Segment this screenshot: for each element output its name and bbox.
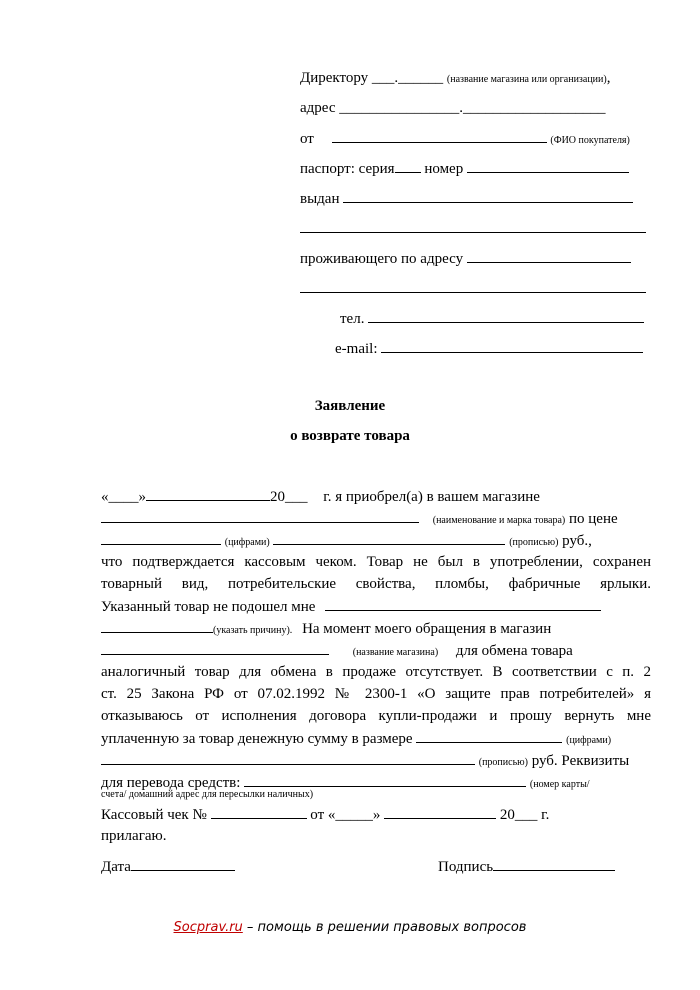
document-subtitle: о возврате товара	[290, 428, 410, 444]
body-line-9: аналогичный товар для обмена в продаже отсутствует. В соответствии с п. 2	[101, 664, 651, 680]
header-issued-line	[300, 188, 652, 209]
body-line-4: что подтверждается кассовым чеком. Товар не был в употреблении, сохранен	[101, 554, 651, 570]
footer-link[interactable]: Socprav.ru	[173, 920, 243, 935]
header-director-line	[300, 68, 652, 90]
header-issued-line-2	[300, 218, 652, 239]
product-name-blank	[101, 508, 419, 523]
shop-name-blank	[101, 640, 329, 655]
receipt-year: 20___ г.	[499, 807, 550, 823]
body-line-10: ст. 25 Закона РФ от 07.02.1992 № 2300-1 «О защите прав потребителей» я	[101, 686, 651, 702]
body-line-7	[101, 618, 651, 641]
header-residing-line	[300, 248, 652, 269]
header-from-line	[300, 128, 652, 151]
director-hint: (название магазина или организации)	[446, 74, 607, 85]
fio-blank	[332, 128, 547, 143]
body-line-13	[101, 750, 651, 773]
date-label: Дата	[101, 859, 131, 875]
exchange-text: для обмена товара	[455, 643, 573, 659]
price-words-blank	[273, 530, 505, 545]
refund-words-blank	[101, 750, 475, 765]
issued-label: выдан	[300, 191, 340, 207]
residing-blank	[467, 248, 631, 263]
price-label: по цене	[569, 511, 618, 527]
passport-number-label: номер	[424, 161, 464, 177]
purchase-year: 20___	[270, 489, 308, 505]
fio-hint: (ФИО покупателя)	[550, 135, 630, 146]
header-phone-line	[340, 308, 652, 329]
email-blank	[381, 338, 643, 353]
phone-blank	[368, 308, 644, 323]
passport-number-blank	[467, 158, 629, 173]
receipt-month-blank	[384, 804, 496, 819]
purchase-day: «____»	[101, 489, 146, 505]
reason-hint: (указать причину).	[213, 625, 293, 636]
address-label: адрес	[300, 100, 336, 116]
body-line-11: отказываюсь от исполнения договора купли-продажи и прошу вернуть мне	[101, 708, 651, 724]
purchase-text: г. я приобрел(а) в вашем магазине	[323, 489, 540, 505]
signature-label: Подпись	[438, 859, 494, 875]
body-line-3	[101, 530, 651, 553]
receipt-number-blank	[211, 804, 307, 819]
date-blank	[131, 856, 235, 871]
appeal-text: На момент моего обращения в магазин	[302, 621, 552, 637]
body-line-15: счета/ домашний адрес для пересылки наличных)	[101, 789, 314, 800]
card-number-hint: (номер карты/	[529, 779, 590, 790]
passport-series-blank	[395, 158, 421, 173]
header-residing-line-2	[300, 278, 652, 299]
issued-blank	[343, 188, 633, 203]
product-name-hint: (наименование и марка товара)	[432, 515, 566, 526]
from-label: от	[300, 131, 314, 147]
document-title: Заявление	[314, 398, 386, 414]
residing-label: проживающего по адресу	[300, 251, 464, 267]
purchase-month-blank	[146, 486, 270, 501]
refund-words-hint: (прописью)	[478, 757, 528, 768]
email-label: e-mail:	[335, 341, 378, 357]
signature-blank	[493, 856, 615, 871]
requisites-label: руб. Реквизиты	[531, 753, 630, 769]
transfer-text: для перевода средств:	[101, 775, 241, 791]
price-digits-hint: (цифрами)	[224, 537, 270, 548]
body-line-8	[101, 640, 651, 663]
phone-label: тел.	[340, 311, 365, 327]
footer	[0, 920, 700, 935]
attach-line: прилагаю.	[101, 828, 167, 844]
receipt-from: от «_____»	[310, 807, 381, 823]
body-line-6	[101, 596, 651, 617]
issued-blank-2	[300, 218, 646, 233]
address-blank: ________________.___________________	[339, 100, 606, 116]
card-number-blank	[244, 772, 526, 787]
director-comma: ,	[606, 70, 611, 86]
body-line-2	[101, 508, 651, 531]
receipt-label: Кассовый чек №	[101, 807, 207, 823]
header-address-line	[300, 98, 652, 118]
body-line-5: товарный вид, потребительские свойства, пломбы, фабричные ярлыки.	[101, 576, 651, 592]
body-line-12	[101, 728, 651, 751]
residing-blank-2	[300, 278, 646, 293]
price-digits-blank	[101, 530, 221, 545]
not-suitable-blank	[325, 596, 601, 611]
price-words-hint: (прописью)	[509, 537, 559, 548]
shop-name-hint: (название магазина)	[352, 647, 439, 658]
body-line-1	[101, 486, 651, 507]
reason-blank	[101, 618, 213, 633]
header-passport-line	[300, 158, 652, 179]
price-currency: руб.,	[562, 533, 592, 549]
receipt-line	[101, 804, 651, 825]
footer-tagline: – помощь в решении правовых вопросов	[242, 920, 527, 935]
signature-field	[438, 856, 638, 877]
header-email-line	[335, 338, 652, 359]
not-suitable-text: Указанный товар не подошел мне	[101, 599, 316, 615]
refund-amount-text: уплаченную за товар денежную сумму в размере	[101, 731, 413, 747]
director-label: Директору	[300, 70, 369, 86]
director-blank: ___.______	[371, 70, 444, 86]
refund-digits-hint: (цифрами)	[566, 735, 612, 746]
refund-digits-blank	[416, 728, 562, 743]
passport-series-label: паспорт: серия	[300, 161, 395, 177]
